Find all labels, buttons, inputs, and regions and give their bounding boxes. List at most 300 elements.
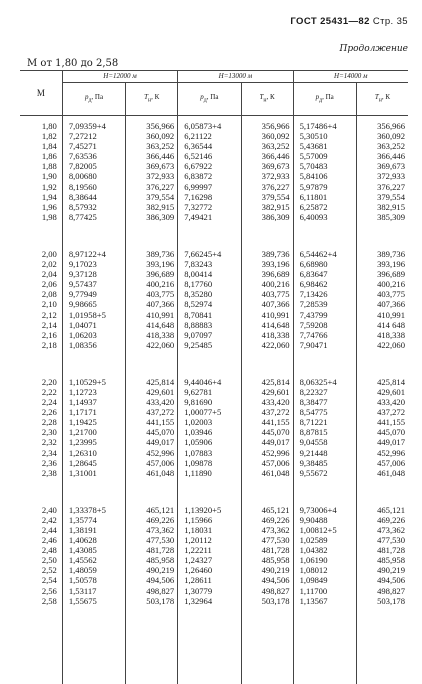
table-row — [20, 131, 408, 141]
mach-value: 2,04 — [41, 269, 57, 280]
temperature-value: 407,366 — [356, 299, 408, 309]
continuation-label: Продолжение — [339, 44, 408, 54]
mach-value: 2,20 — [41, 376, 57, 387]
pressure-value: 1,40628 — [62, 535, 125, 545]
mach-value: 2,42 — [41, 514, 57, 525]
temperature-value: 465,121 — [241, 505, 293, 515]
temperature-value: 403,775 — [241, 289, 293, 299]
temperature-value: 418,338 — [356, 330, 408, 340]
temperature-value: 503,178 — [356, 596, 408, 606]
pressure-value: 1,24327 — [178, 555, 241, 565]
pressure-value: 1,07883 — [178, 448, 241, 458]
mach-value: 2,46 — [41, 535, 57, 546]
pressure-value: 1,00077+5 — [178, 407, 241, 417]
pressure-value: 1,13920+5 — [178, 505, 241, 515]
temperature-value: 473,362 — [241, 525, 293, 535]
temperature-value: 376,227 — [126, 182, 178, 192]
table-row — [20, 555, 408, 565]
temperature-value: 376,227 — [241, 182, 293, 192]
temperature-value: 445,070 — [126, 427, 178, 437]
pressure-value: 8,38644 — [62, 192, 125, 202]
pressure-value: 1,05906 — [178, 437, 241, 447]
temperature-value: 445,070 — [241, 427, 293, 437]
temperature-value: 385,309 — [356, 212, 408, 222]
pressure-value: 9,21448 — [293, 448, 356, 458]
temperature-value: 494,506 — [126, 575, 178, 585]
mach-value: 2,32 — [41, 437, 57, 448]
temperature-value: 429,601 — [126, 387, 178, 397]
pressure-value: 5,84106 — [293, 171, 356, 181]
temperature-value: 418,338 — [241, 330, 293, 340]
temperature-value: 369,673 — [126, 161, 178, 171]
temperature-value: 485,958 — [241, 555, 293, 565]
pressure-value: 9,44046+4 — [178, 377, 241, 387]
temperature-value: 414,648 — [126, 320, 178, 330]
table-row — [20, 458, 408, 468]
pressure-value: 1,18031 — [178, 525, 241, 535]
range-label: M от 1,80 до 2,58 — [27, 58, 119, 69]
mach-value: 1,92 — [41, 181, 57, 192]
temperature-value: 433,420 — [356, 397, 408, 407]
pressure-value: 9,81690 — [178, 397, 241, 407]
pressure-value: 1,11890 — [178, 468, 241, 478]
temperature-value: 481,728 — [356, 545, 408, 555]
pressure-value: 6,83872 — [178, 171, 241, 181]
page-number: Стр. 35 — [372, 16, 408, 27]
temperature-value: 503,178 — [241, 596, 293, 606]
temperature-value: 393,196 — [356, 259, 408, 269]
pressure-column-header: $p_д$, Па — [293, 83, 356, 116]
temperature-value: 389,736 — [356, 249, 408, 259]
temperature-value: 437,272 — [126, 407, 178, 417]
temperature-value: 379,554 — [126, 192, 178, 202]
pressure-value: 9,04558 — [293, 437, 356, 447]
temperature-value: 396,689 — [356, 269, 408, 279]
table-row — [20, 161, 408, 171]
pressure-value: 7,74766 — [293, 330, 356, 340]
table-row — [20, 397, 408, 407]
table-row — [20, 565, 408, 575]
temperature-value: 386,309 — [126, 212, 178, 222]
pressure-value: 9,62781 — [178, 387, 241, 397]
pressure-value: 1,55675 — [62, 596, 125, 606]
pressure-value: 9,07097 — [178, 330, 241, 340]
pressure-value: 6,40093 — [293, 212, 356, 222]
pressure-value: 5,57009 — [293, 151, 356, 161]
mach-value: 2,44 — [41, 525, 57, 535]
pressure-value: 8,17760 — [178, 279, 241, 289]
temperature-value: 356,966 — [356, 121, 408, 131]
temperature-value: 465,121 — [126, 505, 178, 515]
pressure-value: 7,82005 — [62, 161, 125, 171]
temperature-value: 457,006 — [126, 458, 178, 468]
temperature-value: 366,446 — [241, 151, 293, 161]
pressure-value: 1,28645 — [62, 458, 125, 468]
table-row — [20, 192, 408, 202]
pressure-value: 8,54775 — [293, 407, 356, 417]
pressure-value: 1,17171 — [62, 407, 125, 417]
table-row — [20, 330, 408, 340]
pressure-value: 9,17023 — [62, 259, 125, 269]
temperature-value: 490,219 — [241, 565, 293, 575]
pressure-column-header: $p_д$, Па — [62, 83, 125, 116]
pressure-value: 7,83243 — [178, 259, 241, 269]
table-row — [20, 427, 408, 437]
temperature-value: 465,121 — [356, 505, 408, 515]
altitude-header: H=12000 м — [62, 71, 177, 83]
table-row — [20, 545, 408, 555]
pressure-value: 9,77949 — [62, 289, 125, 299]
pressure-value: 6,98462 — [293, 279, 356, 289]
pressure-value: 9,57437 — [62, 279, 125, 289]
pressure-value: 6,67922 — [178, 161, 241, 171]
mach-value: 2,34 — [41, 447, 57, 458]
mach-value: 2,30 — [41, 427, 57, 438]
mach-value: 2,50 — [41, 555, 57, 566]
temperature-value: 396,689 — [126, 269, 178, 279]
mach-value: 2,40 — [41, 504, 57, 515]
table-row — [20, 505, 408, 515]
temperature-value: 449,017 — [126, 437, 178, 447]
pressure-value: 7,32772 — [178, 202, 241, 212]
pressure-value: 7,28539 — [293, 299, 356, 309]
pressure-value: 7,09359+4 — [62, 121, 125, 131]
mach-value: 2,02 — [41, 259, 57, 270]
table-row — [20, 525, 408, 535]
pressure-value: 1,32964 — [178, 596, 241, 606]
mach-value: 2,12 — [41, 309, 57, 320]
pressure-value: 5,30510 — [293, 131, 356, 141]
table-row — [20, 437, 408, 447]
table-row — [20, 377, 408, 387]
pressure-value: 1,09878 — [178, 458, 241, 468]
table-row — [20, 141, 408, 151]
temperature-value: 366,446 — [356, 151, 408, 161]
temperature-value: 393,196 — [241, 259, 293, 269]
pressure-value: 7,27212 — [62, 131, 125, 141]
temperature-value: 396,689 — [241, 269, 293, 279]
temperature-value: 469,226 — [126, 515, 178, 525]
pressure-value: 1,02589 — [293, 535, 356, 545]
temperature-value: 457,006 — [356, 458, 408, 468]
temperature-value: 363,252 — [356, 141, 408, 151]
temperature-value: 449,017 — [241, 437, 293, 447]
pressure-value: 8,52974 — [178, 299, 241, 309]
temperature-value: 498,827 — [126, 586, 178, 596]
pressure-value: 5,70483 — [293, 161, 356, 171]
pressure-value: 8,06325+4 — [293, 377, 356, 387]
pressure-value: 8,00680 — [62, 171, 125, 181]
table-row — [20, 586, 408, 596]
pressure-value: 1,22211 — [178, 545, 241, 555]
temperature-value: 461,048 — [241, 468, 293, 478]
temperature-value: 425,814 — [241, 377, 293, 387]
temperature-value: 382,915 — [126, 202, 178, 212]
temperature-value: 485,958 — [356, 555, 408, 565]
temperature-value: 494,506 — [241, 575, 293, 585]
table-row — [20, 212, 408, 222]
pressure-column-header: $p_д$, Па — [178, 83, 241, 116]
mach-value: 2,10 — [41, 299, 57, 310]
temperature-value: 449,017 — [356, 437, 408, 447]
pressure-value: 8,88883 — [178, 320, 241, 330]
pressure-value: 6,52146 — [178, 151, 241, 161]
pressure-value: 8,19560 — [62, 182, 125, 192]
pressure-value: 1,04382 — [293, 545, 356, 555]
mach-value: 1,82 — [41, 131, 57, 142]
temperature-value: 481,728 — [126, 545, 178, 555]
pressure-value: 8,97122+4 — [62, 249, 125, 259]
temperature-value: 376,227 — [356, 182, 408, 192]
temperature-value: 498,827 — [356, 586, 408, 596]
temperature-value: 461,048 — [126, 468, 178, 478]
table-row — [20, 407, 408, 417]
temperature-value: 410,991 — [356, 310, 408, 320]
pressure-value: 1,43085 — [62, 545, 125, 555]
temperature-value: 473,362 — [356, 525, 408, 535]
temperature-value: 356,966 — [126, 121, 178, 131]
pressure-value: 1,08012 — [293, 565, 356, 575]
mach-value: 2,28 — [41, 417, 57, 428]
pressure-value: 5,43681 — [293, 141, 356, 151]
pressure-value: 6,68980 — [293, 259, 356, 269]
pressure-value: 9,37128 — [62, 269, 125, 279]
pressure-value: 1,26310 — [62, 448, 125, 458]
temperature-value: 369,673 — [241, 161, 293, 171]
pressure-value: 1,15966 — [178, 515, 241, 525]
pressure-value: 6,36544 — [178, 141, 241, 151]
temperature-value: 382,915 — [356, 202, 408, 212]
mach-value: 2,00 — [41, 248, 57, 259]
mach-value: 2,52 — [41, 565, 57, 576]
temperature-column-header: $T_н$, К — [126, 83, 178, 116]
temperature-value: 369,673 — [356, 161, 408, 171]
mach-value: 2,48 — [41, 545, 57, 556]
pressure-value: 1,08356 — [62, 340, 125, 350]
temperature-value: 393,196 — [126, 259, 178, 269]
pressure-value: 8,22327 — [293, 387, 356, 397]
pressure-value: 1,14937 — [62, 397, 125, 407]
pressure-value: 1,35774 — [62, 515, 125, 525]
temperature-value: 452,996 — [356, 448, 408, 458]
temperature-value: 389,736 — [126, 249, 178, 259]
temperature-value: 477,530 — [126, 535, 178, 545]
mach-value: 2,54 — [41, 575, 57, 586]
temperature-value: 407,366 — [126, 299, 178, 309]
temperature-value: 418,338 — [126, 330, 178, 340]
temperature-value: 441,155 — [241, 417, 293, 427]
pressure-value: 8,87815 — [293, 427, 356, 437]
mach-value: 1,90 — [41, 171, 57, 182]
pressure-value: 1,10529+5 — [62, 377, 125, 387]
mach-value: 1,88 — [41, 161, 57, 172]
table-row — [20, 310, 408, 320]
pressure-value: 1,12723 — [62, 387, 125, 397]
temperature-value: 422,060 — [241, 340, 293, 350]
pressure-value: 1,11700 — [293, 586, 356, 596]
table-row — [20, 121, 408, 131]
pressure-value: 8,71221 — [293, 417, 356, 427]
table-row — [20, 269, 408, 279]
pressure-value: 1,45562 — [62, 555, 125, 565]
pressure-value: 7,66245+4 — [178, 249, 241, 259]
pressure-value: 7,90471 — [293, 340, 356, 350]
temperature-value: 363,252 — [126, 141, 178, 151]
temperature-value: 379,554 — [356, 192, 408, 202]
table-row — [20, 259, 408, 269]
temperature-value: 422,060 — [356, 340, 408, 350]
pressure-value: 6,25872 — [293, 202, 356, 212]
temperature-value: 441,155 — [126, 417, 178, 427]
mach-value: 2,38 — [41, 467, 57, 478]
pressure-value: 9,98665 — [62, 299, 125, 309]
temperature-value: 441,155 — [356, 417, 408, 427]
altitude-header: H=14000 м — [293, 71, 408, 83]
pressure-value: 1,26460 — [178, 565, 241, 575]
temperature-value: 363,252 — [241, 141, 293, 151]
temperature-value: 433,420 — [126, 397, 178, 407]
pressure-value: 1,50578 — [62, 575, 125, 585]
pressure-value: 1,20112 — [178, 535, 241, 545]
temperature-column-header: $T_н$, К — [241, 83, 293, 116]
pressure-value: 7,13426 — [293, 289, 356, 299]
temperature-column-header: $T_н$, К — [356, 83, 408, 116]
mach-value: 1,84 — [41, 141, 57, 152]
pressure-value: 1,06190 — [293, 555, 356, 565]
temperature-value: 422,060 — [126, 340, 178, 350]
pressure-value: 7,63536 — [62, 151, 125, 161]
pressure-value: 6,99997 — [178, 182, 241, 192]
temperature-value: 360,092 — [241, 131, 293, 141]
table-row — [20, 320, 408, 330]
pressure-value: 8,77425 — [62, 212, 125, 222]
pressure-value: 1,06203 — [62, 330, 125, 340]
pressure-value: 1,19425 — [62, 417, 125, 427]
pressure-value: 8,70841 — [178, 310, 241, 320]
pressure-value: 6,11801 — [293, 192, 356, 202]
temperature-value: 366,446 — [126, 151, 178, 161]
mach-value: 2,08 — [41, 289, 57, 300]
temperature-value: 400,216 — [241, 279, 293, 289]
temperature-value: 429,601 — [241, 387, 293, 397]
temperature-value: 477,530 — [356, 535, 408, 545]
table-row — [20, 151, 408, 161]
temperature-value: 407,366 — [241, 299, 293, 309]
pressure-value: 8,35280 — [178, 289, 241, 299]
pressure-value: 9,25485 — [178, 340, 241, 350]
pressure-value: 1,28611 — [178, 575, 241, 585]
temperature-value: 379,554 — [241, 192, 293, 202]
pressure-value: 1,33378+5 — [62, 505, 125, 515]
pressure-value: 5,97879 — [293, 182, 356, 192]
pressure-value: 8,00414 — [178, 269, 241, 279]
pressure-value: 6,83647 — [293, 269, 356, 279]
table-row — [20, 182, 408, 192]
temperature-value: 477,530 — [241, 535, 293, 545]
pressure-value: 7,43799 — [293, 310, 356, 320]
temperature-value: 403,775 — [126, 289, 178, 299]
pressure-value: 1,30779 — [178, 586, 241, 596]
mach-value: 2,16 — [41, 329, 57, 340]
temperature-value: 445,070 — [356, 427, 408, 437]
pressure-value: 1,48059 — [62, 565, 125, 575]
pressure-value: 7,45271 — [62, 141, 125, 151]
table-row — [20, 340, 408, 350]
pressure-value: 6,05873+4 — [178, 121, 241, 131]
pressure-value: 7,49421 — [178, 212, 241, 222]
temperature-value: 386,309 — [241, 212, 293, 222]
temperature-value: 372,933 — [356, 171, 408, 181]
pressure-value: 6,21122 — [178, 131, 241, 141]
mach-value: 2,18 — [41, 339, 57, 350]
mach-value: 1,94 — [41, 191, 57, 202]
altitude-header: H=13000 м — [178, 71, 293, 83]
mach-value: 2,26 — [41, 407, 57, 418]
mach-value: 2,06 — [41, 279, 57, 290]
temperature-value: 481,728 — [241, 545, 293, 555]
mach-value: 2,58 — [41, 595, 57, 606]
table-row — [20, 202, 408, 212]
temperature-value: 433,420 — [241, 397, 293, 407]
table-row — [20, 249, 408, 259]
temperature-value: 425,814 — [126, 377, 178, 387]
standard-number: ГОСТ 25431—82 — [290, 16, 370, 27]
pressure-value: 1,09849 — [293, 575, 356, 585]
temperature-value: 469,226 — [241, 515, 293, 525]
pressure-value: 6,54462+4 — [293, 249, 356, 259]
pressure-value: 1,02003 — [178, 417, 241, 427]
pressure-value: 9,90488 — [293, 515, 356, 525]
table-row — [20, 448, 408, 458]
mach-value: 2,24 — [41, 397, 57, 408]
temperature-value: 494,506 — [356, 575, 408, 585]
mach-value: 1,96 — [41, 201, 57, 212]
temperature-value: 485,958 — [126, 555, 178, 565]
table-row — [20, 575, 408, 585]
temperature-value: 461,048 — [356, 468, 408, 478]
pressure-value: 9,55672 — [293, 468, 356, 478]
temperature-value: 490,219 — [126, 565, 178, 575]
mach-value: 1,80 — [41, 121, 57, 131]
table-row — [20, 596, 408, 606]
temperature-value: 425,814 — [356, 377, 408, 387]
mach-value: 2,56 — [41, 585, 57, 596]
temperature-value: 452,996 — [126, 448, 178, 458]
temperature-value: 498,827 — [241, 586, 293, 596]
temperature-value: 503,178 — [126, 596, 178, 606]
pressure-value: 7,59208 — [293, 320, 356, 330]
pressure-value: 1,01958+5 — [62, 310, 125, 320]
temperature-value: 473,362 — [126, 525, 178, 535]
temperature-value: 360,092 — [126, 131, 178, 141]
temperature-value: 360,092 — [356, 131, 408, 141]
mach-column-header: M — [20, 71, 62, 116]
temperature-value: 457,006 — [241, 458, 293, 468]
pressure-value: 9,73006+4 — [293, 505, 356, 515]
mach-value: 2,14 — [41, 319, 57, 330]
temperature-value: 414 648 — [356, 320, 408, 330]
mach-value: 2,36 — [41, 457, 57, 468]
table-row — [20, 535, 408, 545]
temperature-value: 356,966 — [241, 121, 293, 131]
temperature-value: 400,216 — [356, 279, 408, 289]
pressure-value: 1,13567 — [293, 596, 356, 606]
pressure-value: 9,38485 — [293, 458, 356, 468]
pressure-value: 8,38477 — [293, 397, 356, 407]
table-row — [20, 417, 408, 427]
atmosphere-table — [20, 70, 408, 684]
pressure-value: 8,57932 — [62, 202, 125, 212]
